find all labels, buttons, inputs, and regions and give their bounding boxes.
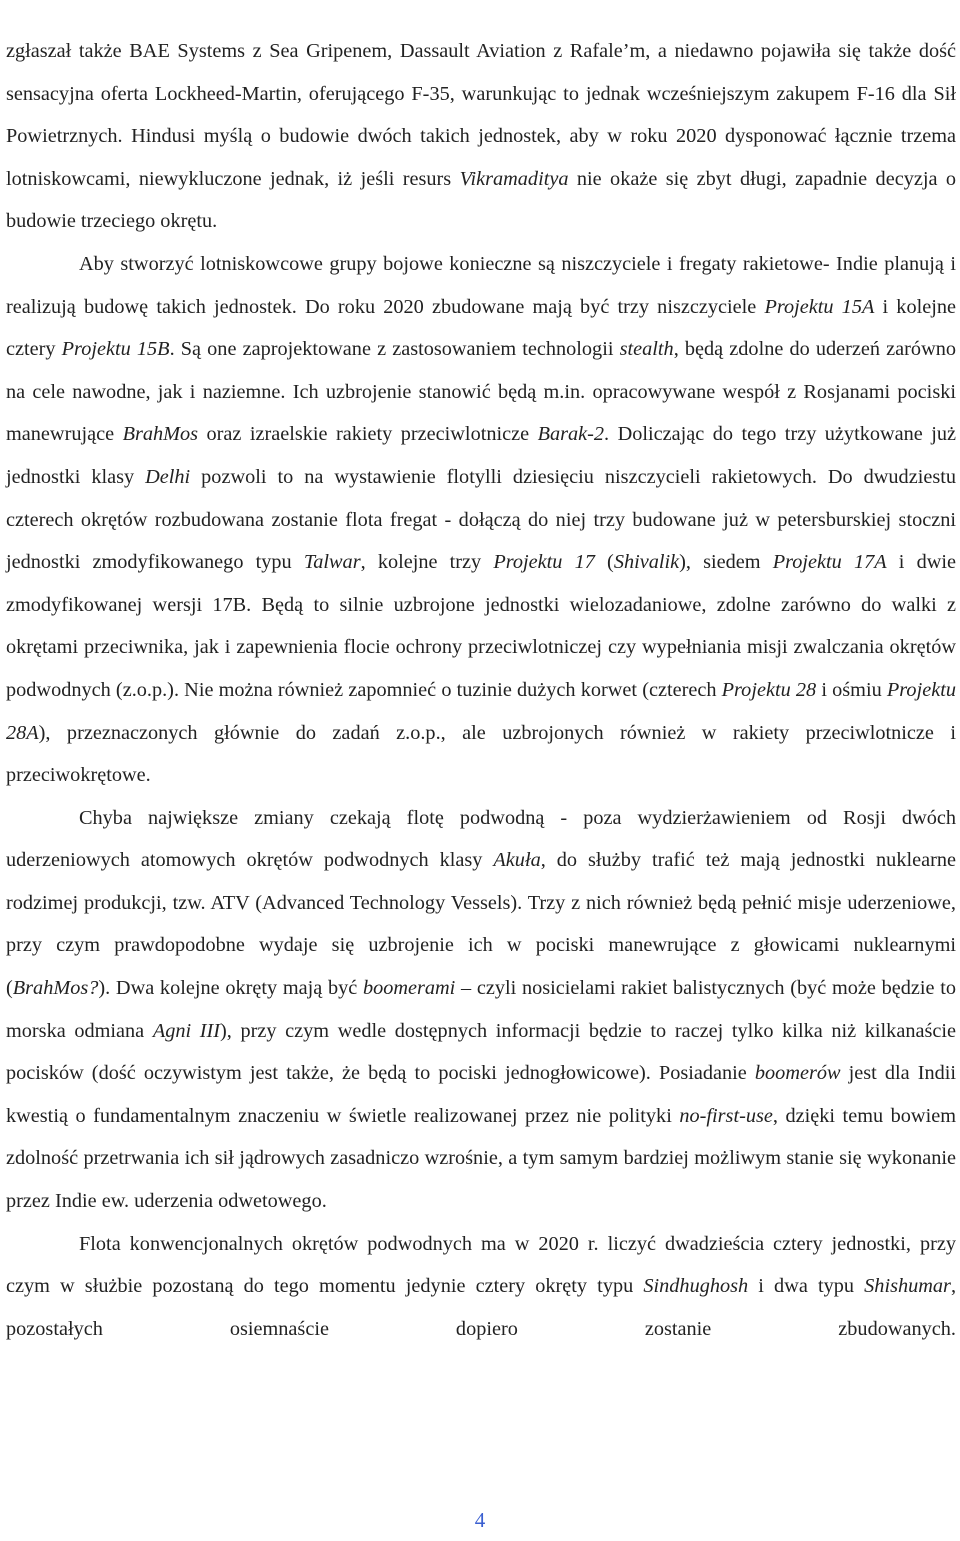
page-number: 4 (474, 1508, 486, 1532)
text-run: . Są one zaprojektowane z zastosowaniem technologii (169, 338, 620, 361)
paragraph (6, 30, 956, 243)
text-run: i dwie zmodyfikowanej wersji 17B. Będą to silnie uzbrojone jednostki wielozadaniowe, zdolne zarówno do walki z okrętami przeciwnika, jak i zapewnienia flocie ochrony przeciwlotniczej czy wypełniania misji zwalczania okrętów podwodnych (z.o.p.). Nie można również zapomnieć o tuzinie dużych korwet (czterech (6, 551, 957, 701)
italic-term: Projektu 28 (721, 678, 817, 701)
text-run: i kolejne cztery (6, 295, 956, 361)
italic-term: Sindhughosh (643, 1275, 749, 1298)
italic-term: Talwar (303, 551, 361, 574)
text-run: ), przy czym wedle dostępnych informacji będzie to raczej tylko kilka niż kilkanaście pocisków (dość oczywistym jest także, że będą to pociski jednogłowicowe). Posiadanie (6, 1019, 956, 1085)
text-run: ( (594, 551, 614, 574)
text-run: pozwoli to na wystawienie flotylli dziesięciu niszczycieli rakietowych. Do dwudziestu czterech okrętów rozbudowana zostanie flota fregat - dołączą do niej trzy budowane już w petersburskiej stoczni jednostki zmodyfikowanego typu (6, 465, 957, 574)
text-run: ), siedem (679, 551, 773, 574)
text-run: , pozostałych osiemnaście dopiero zostanie zbudowanych. (6, 1275, 957, 1340)
italic-term: Shivalik (613, 551, 680, 574)
italic-term: Barak-2 (537, 423, 605, 446)
text-run: nie okaże się zbyt długi, zapadnie decyzja o budowie trzeciego okrętu. (6, 167, 956, 233)
text-run: Chyba największe zmiany czekają flotę podwodną - poza wydzierżawieniem od Rosji dwóch uderzeniowych atomowych okrętów podwodnych klasy (6, 806, 956, 872)
italic-term: boomerami (362, 977, 456, 1000)
italic-term: Projektu 17 (493, 551, 595, 574)
italic-term: Projektu 15B (61, 338, 170, 361)
italic-term: Projektu 17A (772, 551, 887, 574)
paragraph (6, 243, 956, 797)
italic-term: Projektu 28A (6, 678, 956, 744)
text-run: jest dla Indii kwestią o fundamentalnym znaczeniu w świetle realizowanej przez nie polityki (6, 1062, 956, 1127)
text-run: , będą zdolne do uderzeń zarówno na cele nawodne, jak i naziemne. Ich uzbrojenie stanowić będą m.in. opracowywane wespół z Rosjanami pociski manewrujące (6, 338, 957, 446)
document-body (6, 30, 956, 1350)
text-run: ). Dwa kolejne okręty mają być (98, 977, 363, 1000)
italic-term: stealth (619, 338, 674, 361)
italic-term: Vikramaditya (459, 167, 569, 190)
text-run: Flota konwencjonalnych okrętów podwodnych ma w 2020 r. liczyć dwadzieścia cztery jednostki, przy czym w służbie pozostaną do tego momentu jedynie cztery okręty typu (6, 1232, 956, 1298)
text-run: Aby stworzyć lotniskowcowe grupy bojowe konieczne są niszczyciele i fregaty rakietowe- Indie planują i realizują budowę takich jednostek. Do roku 2020 zbudowane mają być trzy niszczyciele (6, 252, 956, 318)
text-run: i dwa typu (748, 1275, 865, 1298)
italic-term: Shishumar (864, 1275, 951, 1298)
italic-term: Akuła (493, 849, 541, 872)
text-run: ), przeznaczonych głównie do zadań z.o.p., ale uzbrojonych również w rakiety przeciwlotnicze i przeciwokrętowe. (6, 721, 956, 787)
text-run: , dzięki temu bowiem zdolność przetrwania ich sił jądrowych zasadniczo wzrośnie, a tym samym bardziej możliwym stanie się wykonanie przez Indie ew. uderzenia odwetowego. (6, 1104, 956, 1213)
text-run: oraz izraelskie rakiety przeciwlotnicze (198, 423, 538, 446)
text-run: , kolejne trzy (360, 551, 494, 574)
text-run: . Doliczając do tego trzy użytkowane już jednostki klasy (6, 423, 956, 488)
italic-term: no-first-use (679, 1104, 773, 1127)
italic-term: Projektu 15A (764, 295, 875, 318)
italic-term: Delhi (145, 465, 191, 488)
text-run: zgłaszał także BAE Systems z Sea Gripenem, Dassault Aviation z Rafale’m, a niedawno pojawiła się także dość sensacyjna oferta Lockheed-Martin, oferującego F-35, warunkując to jednak wcześniejszym zakupem F-16 dla Sił Powietrznych. Hindusi myślą o budowie dwóch takich jednostek, aby w roku 2020 dysponować łącznie trzema lotniskowcami, niewykluczone jednak, iż jeśli resurs (6, 40, 956, 190)
paragraph (6, 1223, 956, 1351)
text-run: i ośmiu (816, 678, 887, 701)
paragraph (6, 797, 956, 1223)
italic-term: boomerów (754, 1062, 841, 1085)
italic-term: Agni III (152, 1019, 221, 1042)
italic-term: BrahMos? (12, 977, 99, 1000)
text-run: – czyli nosicielami rakiet balistycznych (być może będzie to morska odmiana (6, 977, 956, 1042)
text-run: , do służby trafić też mają jednostki nuklearne rodzimej produkcji, tzw. ATV (Advanced Technology Vessels). Trzy z nich również będą pełnić misje uderzeniowe, przy czym prawdopodobne wydaje się uzbrojenie ich w pociski manewrujące z głowicami nuklearnymi ( (6, 849, 956, 1000)
italic-term: BrahMos (122, 423, 199, 446)
